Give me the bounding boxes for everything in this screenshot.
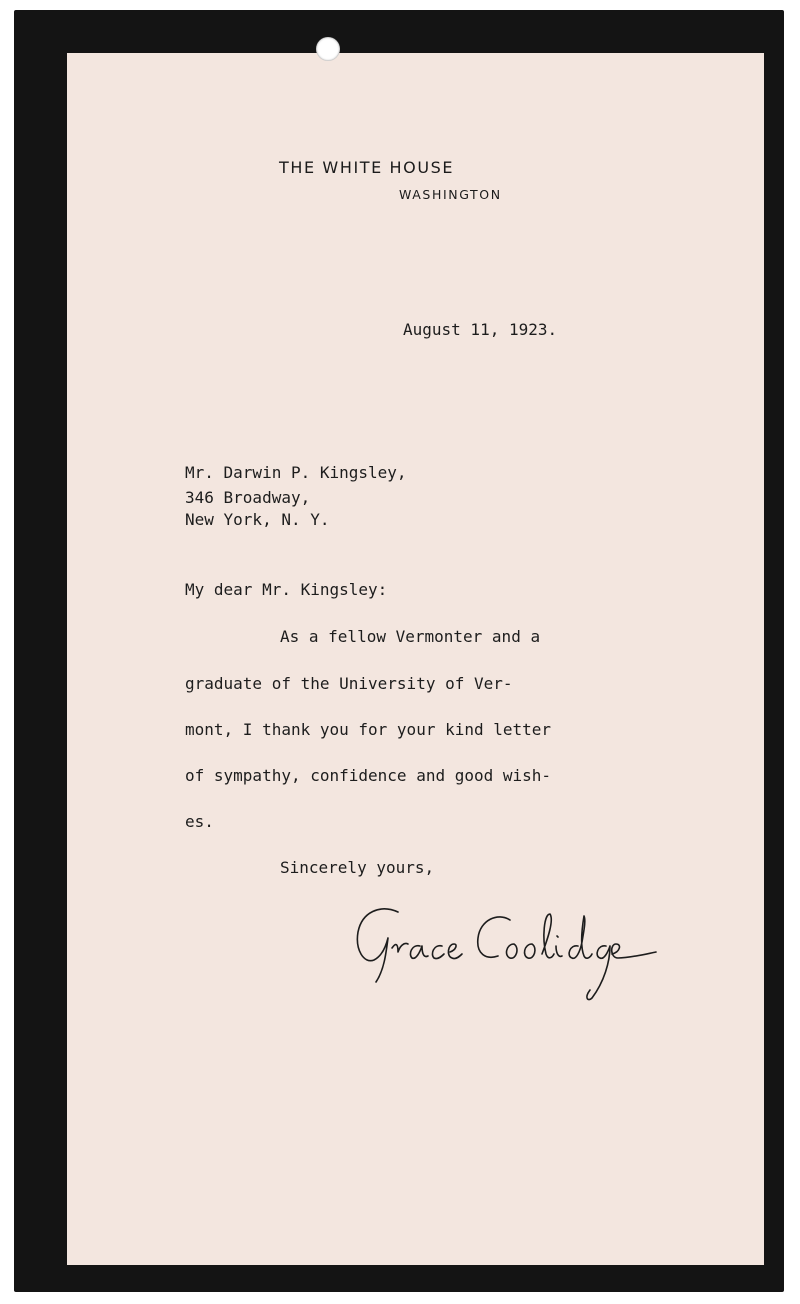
body-line: graduate of the University of Ver- [185, 674, 513, 693]
closing: Sincerely yours, [280, 858, 435, 877]
recipient-city: New York, N. Y. [185, 510, 330, 529]
body-line: of sympathy, confidence and good wish- [185, 766, 552, 785]
recipient-street: 346 Broadway, [185, 488, 311, 507]
letterhead-title: THE WHITE HOUSE [279, 158, 455, 177]
body-line: es. [185, 812, 214, 831]
salutation: My dear Mr. Kingsley: [185, 580, 388, 599]
body-line: mont, I thank you for your kind letter [185, 720, 552, 739]
black-border-frame [14, 10, 784, 1292]
recipient-name: Mr. Darwin P. Kingsley, [185, 463, 407, 482]
letter-paper [67, 53, 764, 1265]
punch-hole [316, 37, 340, 61]
letter-date: August 11, 1923. [403, 320, 558, 339]
handwritten-signature [350, 898, 660, 1013]
body-line: As a fellow Vermonter and a [280, 627, 541, 646]
letterhead-subtitle: WASHINGTON [399, 187, 502, 202]
